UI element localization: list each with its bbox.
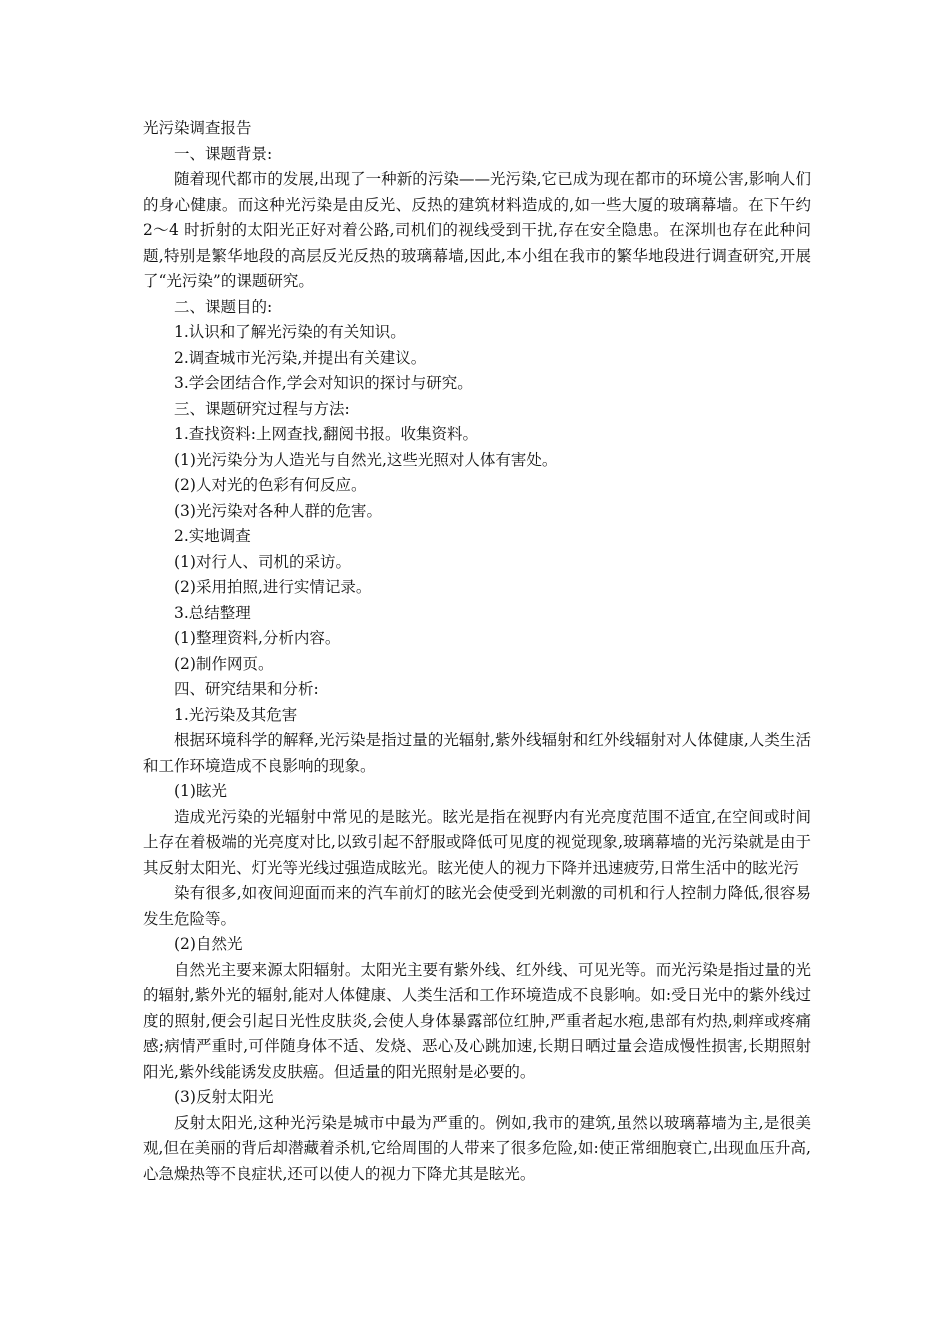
background-paragraph: 随着现代都市的发展,出现了一种新的污染——光污染,它已成为现在都市的环境公害,影响人们的身心健康。而这种光污染是由反光、反热的建筑材料造成的,如一些大厦的玻璃幕墙。在下午约 2～4 时折射的太阳光正好对着公路,司机们的视线受到干扰,存在安全隐患。在深圳也存在此种问题,特别是繁华地段的高层反光反热的玻璃幕墙,因此,本小组在我市的繁华地段进行调查研究,开展了“光污染”的课题研究。	[143, 170, 811, 290]
glare-paragraph-2: 染有很多,如夜间迎面而来的汽车前灯的眩光会使受到光刺激的司机和行人控制力降低,很容易发生危险等。	[143, 884, 811, 928]
purpose-item-2: 2.调查城市光污染,并提出有关建议。	[174, 348, 427, 367]
method-step-2-item-2: (2)采用拍照,进行实情记录。	[174, 578, 372, 596]
purpose-item-1: 1.认识和了解光污染的有关知识。	[174, 323, 406, 341]
reflected-sunlight-paragraph: 反射太阳光,这种光污染是城市中最为严重的。例如,我市的建筑,虽然以玻璃幕墙为主,是很美观,但在美丽的背后却潜藏着杀机,它给周围的人带来了很多危险,如:使正常细胞衰亡,出现血压升高,心急燥热等不良症状,还可以使人的视力下降尤其是眩光。	[143, 1113, 811, 1183]
method-step-1-item-3: (3)光污染对各种人群的危害。	[174, 501, 382, 520]
method-step-1-item-1: (1)光污染分为人造光与自然光,这些光照对人体有害处。	[174, 450, 558, 469]
method-step-1: 1.查找资料:上网查找,翻阅书报。收集资料。	[174, 425, 478, 443]
method-step-2-item-1: (1)对行人、司机的采访。	[174, 552, 351, 571]
method-step-3: 3.总结整理	[174, 603, 251, 622]
purpose-item-3: 3.学会团结合作,学会对知识的探讨与研究。	[174, 374, 473, 392]
section-heading-results: 四、研究结果和分析:	[174, 680, 319, 698]
method-step-3-item-2: (2)制作网页。	[174, 654, 274, 673]
section-heading-purpose: 二、课题目的:	[174, 297, 273, 316]
section-heading-background: 一、课题背景:	[174, 144, 273, 163]
section-heading-method: 三、课题研究过程与方法:	[174, 399, 350, 418]
method-step-1-item-2: (2)人对光的色彩有何反应。	[174, 476, 367, 494]
results-definition-paragraph: 根据环境科学的解释,光污染是指过量的光辐射,紫外线辐射和红外线辐射对人体健康,人类生活和工作环境造成不良影响的现象。	[143, 731, 811, 775]
reflected-sunlight-heading: (3)反射太阳光	[174, 1088, 274, 1106]
glare-heading: (1)眩光	[174, 782, 227, 800]
method-step-3-item-1: (1)整理资料,分析内容。	[174, 629, 341, 647]
method-step-2: 2.实地调查	[174, 527, 251, 545]
natural-light-heading: (2)自然光	[174, 935, 243, 953]
document-body	[143, 116, 811, 1187]
results-subheading-1: 1.光污染及其危害	[174, 705, 298, 724]
document-title: 光污染调查报告	[143, 119, 252, 137]
glare-paragraph-1: 造成光污染的光辐射中常见的是眩光。眩光是指在视野内有光亮度范围不适宜,在空间或时间上存在着极端的光亮度对比,以致引起不舒服或降低可见度的视觉现象,玻璃幕墙的光污染就是由于其反射太阳光、灯光等光线过强造成眩光。眩光使人的视力下降并迅速疲劳,日常生活中的眩光污	[143, 807, 811, 877]
natural-light-paragraph: 自然光主要来源太阳辐射。太阳光主要有紫外线、红外线、可见光等。而光污染是指过量的光的辐射,紫外光的辐射,能对人体健康、人类生活和工作环境造成不良影响。如:受日光中的紫外线过度的照射,便会引起日光性皮肤炎,会使人身体暴露部位红肿,严重者起水疱,患部有灼热,刺痒或疼痛感;病情严重时,可伴随身体不适、发烧、恶心及心跳加速,长期日晒过量会造成慢性损害,长期照射阳光,紫外线能诱发皮肤癌。但适量的阳光照射是必要的。	[143, 960, 811, 1081]
